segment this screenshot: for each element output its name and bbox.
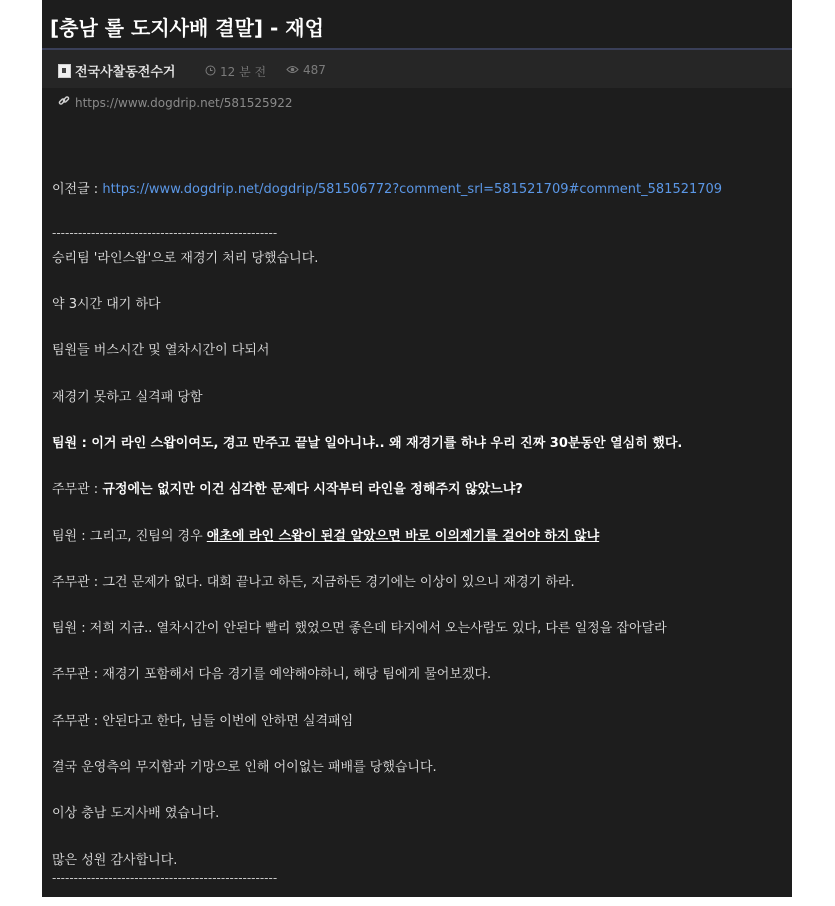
title-bar: [42, 0, 792, 50]
content-line-1: 승리팀 '라인스왑'으로 재경기 처리 당했습니다.: [52, 251, 319, 266]
prev-post-link[interactable]: https://www.dogdrip.net/dogdrip/581506772?comment_srl=581521709#comment_581521709: [102, 182, 723, 197]
quote-text: 이거 라인 스왑이여도, 경고 만주고 끝날 일아니냐.. 왜 재경기를 하냐 우리 진짜 30분동안 열심히 했다.: [91, 436, 683, 451]
divider-top: ----------------------------------------------------: [52, 226, 278, 240]
author-badge-icon: [58, 64, 71, 78]
prev-post-label: 이전글 :: [52, 182, 103, 197]
post-title: [충남 롤 도지사배 결말] - 재업: [50, 16, 324, 40]
quote-text: 규정에는 없지만 이건 심각한 문제다 시작부터 라인을 정해주지 않았느냐?: [102, 482, 523, 497]
content-line-7: [52, 525, 599, 544]
post-views: [286, 63, 326, 77]
content-line-8: 주무관 : 그건 문제가 없다. 대회 끝나고 하든, 지금하든 경기에는 이상이 있으니 재경기 하라.: [52, 575, 575, 590]
meta-bar: [42, 50, 792, 88]
content-line-10: 주무관 : 재경기 포함해서 다음 경기를 예약해야하니, 해당 팀에게 물어보겠다.: [52, 667, 492, 682]
short-link-url[interactable]: https://www.dogdrip.net/581525922: [75, 95, 293, 110]
post-time: [205, 63, 266, 80]
prev-post-line: [52, 178, 722, 197]
divider-bottom: ----------------------------------------------------: [52, 871, 278, 885]
underlined-text: 애초에 라인 스왑이 된걸 알았으면 바로 이의제기를 걸어야 하지 않냐: [206, 529, 600, 544]
content-line-5: [52, 432, 682, 451]
content-line-14: 많은 성원 감사합니다.: [52, 853, 178, 868]
content-line-9: 팀원 : 저희 지금.. 열차시간이 안된다 빨리 했었으면 좋은데 타지에서 오는사람도 있다, 다른 일정을 잡아달라: [52, 621, 667, 636]
link-icon: [58, 95, 70, 110]
speaker-label: 팀원 : 그리고, 진팀의 경우: [52, 529, 207, 544]
speaker-label: 팀원 :: [52, 436, 92, 451]
clock-icon: [205, 65, 216, 79]
content-line-12: 결국 운영측의 무지함과 기망으로 인해 어이없는 패배를 당했습니다.: [52, 760, 437, 775]
author-link[interactable]: [58, 61, 175, 80]
speaker-label: 주무관 :: [52, 482, 103, 497]
content-line-6: [52, 478, 523, 497]
post-container: [42, 0, 792, 897]
post-views-text: 487: [303, 63, 326, 77]
post-time-text: 12 분 전: [220, 65, 267, 79]
content-line-13: 이상 충남 도지사배 였습니다.: [52, 806, 220, 821]
content-line-11: 주무관 : 안된다고 한다, 님들 이번에 안하면 실격패임: [52, 714, 354, 729]
content-line-3: 팀원들 버스시간 및 열차시간이 다되서: [52, 343, 270, 358]
author-name[interactable]: 전국사찰동전수거: [75, 65, 176, 80]
content-line-4: 재경기 못하고 실격패 당함: [52, 390, 203, 405]
eye-icon: [286, 64, 299, 77]
short-link-row[interactable]: [58, 95, 293, 110]
content-line-2: 약 3시간 대기 하다: [52, 297, 161, 312]
